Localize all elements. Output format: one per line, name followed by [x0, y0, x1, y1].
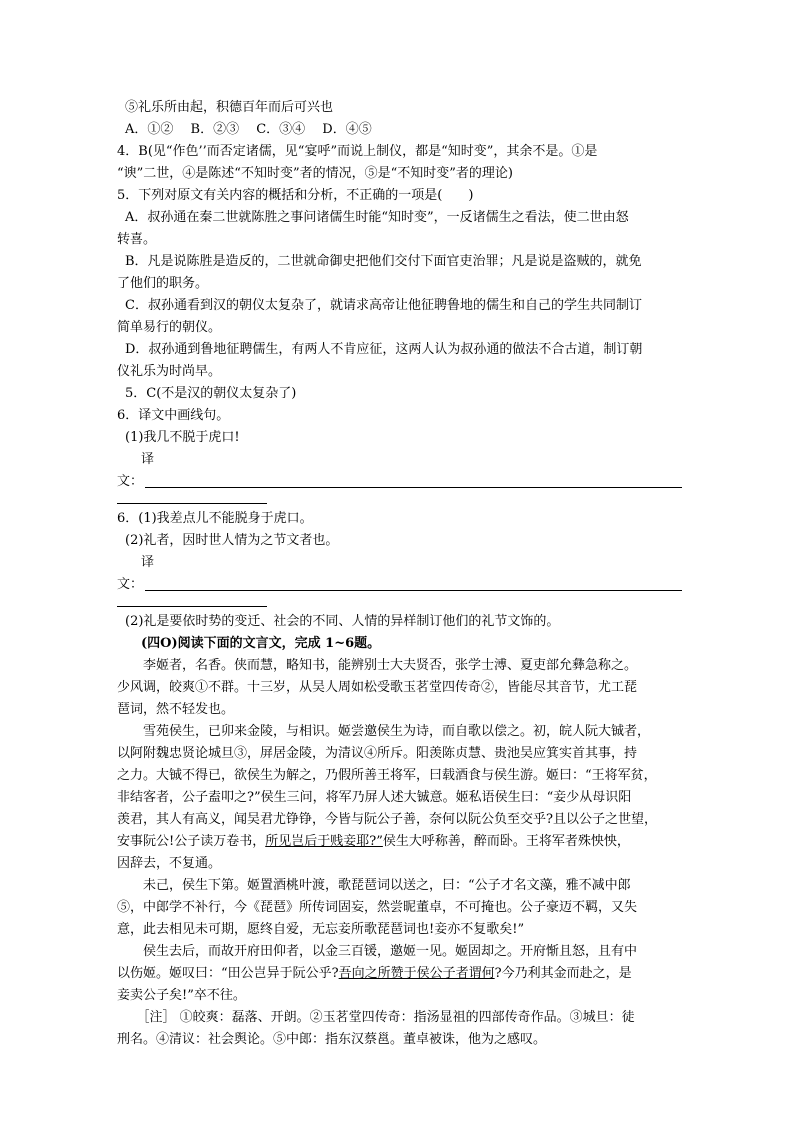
passage-p2-line6 [117, 831, 682, 853]
q6-answer-2: (2)礼是要依时势的变迁、社会的不同、人情的异样制订他们的礼节文饰的。 [125, 614, 560, 629]
translation-label-yi-2: 译 [141, 555, 155, 570]
q6-sentence-1: (1)我几不脱于虎口! [125, 430, 240, 445]
option-d-line1: D．叔孙通到鲁地征聘儒生，有两人不肯应征，这两人认为叔孙通的做法不合古道，制订朝 [125, 342, 643, 357]
passage-p3-line3: 意，此去相见未可期，愿终自爱，无忘妾所歌琵琶词也!妾亦不复歌矣!” [117, 922, 525, 937]
option-c-line1: C．叔孙通看到汉的朝仪太复杂了，就请求高帝让他征聘鲁地的儒生和自己的学生共同制订 [125, 298, 642, 313]
text-segment: 以伤姬。姬叹曰：“田公岂异于阮公乎? [117, 966, 339, 981]
translation-label-wen: 文： [117, 474, 144, 489]
question-6: 6．译文中画线句。 [117, 408, 230, 423]
passage-p3-line2: ⑤，中郎学不补行，今《琵琶》所传词固妄，然尝昵董卓，不可掩也。公子豪迈不羁，又失 [117, 900, 638, 915]
option-d-line2: 仪礼乐为时尚早。 [117, 364, 222, 379]
option-b-line2: 了他们的职务。 [117, 276, 209, 291]
passage-p2-line5: 羡君，其人有高义，闻吴君尤铮铮，今皆与阮公子善，奈何以阮公负至交乎?且以公子之世望， [117, 812, 657, 827]
answer-underline-short [117, 493, 267, 504]
q6-sentence-2: (2)礼者，因时世人情为之节文者也。 [125, 533, 339, 548]
answer-underline-2 [145, 590, 682, 591]
passage-p1-line3: 琶词，然不轻发也。 [117, 702, 235, 717]
translation-label-wen-2: 文： [117, 577, 144, 592]
answer-underline [145, 487, 682, 488]
passage-p2-line7: 因辞去，不复通。 [117, 856, 222, 871]
passage-p2-line1: 雪苑侯生，已卯来金陵，与相识。姬尝邀侯生为诗，而自歌以偿之。初，皖人阮大铖者， [143, 724, 651, 739]
option-a-line2: 转喜。 [117, 232, 157, 247]
text-segment: 安事阮公!公子读万卷书， [117, 834, 266, 849]
option-c-line2: 简单易行的朝仪。 [117, 320, 222, 335]
footnote-line1: ［注］ ①皎爽：磊落、开朗。②玉茗堂四传奇：指汤显祖的四部传奇作品。③城旦：徒 [136, 1010, 635, 1025]
q4-answer-line2: “谀”二世，④是陈述“不知时变”者的情况，⑤是“不知时变”者的理论) [117, 166, 513, 181]
q4-answer-line1: 4．B(见“作色’’而否定诸儒，见“宴呼”而说上制仪，都是“知时变”，其余不是。①是 [117, 144, 598, 159]
section-heading: (四O)阅读下面的文言文，完成 1~6题。 [141, 636, 381, 651]
passage-p4-line3: 妾卖公子矣!”卒不往。 [117, 988, 246, 1003]
passage-p2-line2: 以阿附魏忠贤论城旦③，屏居金陵，为清议④所斥。阳羡陈贞慧、贵池吴应箕实首其事，持 [117, 746, 638, 761]
passage-p4-line1: 侯生去后，而故开府田仰者，以金三百锾，邀姬一见。姬固却之。开府惭且怒，且有中 [143, 944, 638, 959]
footnote-line2: 刑名。④清议：社会舆论。⑤中郎：指东汉蔡邕。董卓被诛，他为之感叹。 [117, 1032, 547, 1047]
underlined-sentence: 所见岂后于贱妾耶?” [265, 834, 383, 849]
text-segment: 侯生大呼称善，醉而卧。王将军者殊怏怏， [382, 834, 630, 849]
passage-p1-line1: 李姬者，名香。侠而慧，略知书，能辨别士大夫贤否，张学士溥、夏吏部允彝急称之。 [143, 658, 638, 673]
text-segment: ?今乃利其金而赴之，是 [494, 966, 632, 981]
translation-answer-line-2[interactable] [117, 574, 682, 596]
underlined-sentence: 吾向之所赞于侯公子者谓何 [338, 966, 495, 981]
passage-p2-line3: 之力。大铖不得已，欲侯生为解之，乃假所善王将军，曰载酒食与侯生游。姬曰：“王将军贫， [117, 768, 657, 783]
document-body [117, 97, 682, 1051]
answer-options: A．①② B．②③ C．③④ D．④⑤ [125, 122, 372, 137]
option-a-line1: A．叔孙通在秦二世就陈胜之事问诸儒生时能“知时变”，一反诸儒生之看法，使二世由怒 [125, 210, 629, 225]
option-b-line1: B．凡是说陈胜是造反的，二世就命御史把他们交付下面官吏治罪；凡是说是盗贼的，就免 [125, 254, 642, 269]
passage-p4-line2 [117, 963, 682, 985]
answer-underline-short-2 [117, 596, 267, 607]
passage-p2-line4: 非结客者，公子盍叩之?”侯生三问，将军乃屏人述大铖意。姬私语侯生曰：“妾少从母识阳 [117, 790, 632, 805]
q5-answer: 5．C(不是汉的朝仪太复杂了) [125, 386, 297, 401]
translation-label-yi: 译 [141, 452, 155, 467]
q6-answer-1: 6．(1)我差点儿不能脱身于虎口。 [117, 511, 313, 526]
passage-p1-line2: 少风调，皎爽①不群。十三岁，从吴人周如松受歌玉茗堂四传奇②，皆能尽其音节，尤工琵 [117, 680, 638, 695]
translation-answer-line-1[interactable] [117, 471, 682, 493]
text-line: ⑤礼乐所由起，积德百年而后可兴也 [125, 100, 334, 115]
passage-p3-line1: 未己，侯生下第。姬置酒桃叶渡，歌琵琶词以送之，曰：“公子才名文藻，雅不减中郎 [143, 878, 631, 893]
question-5: 5．下列对原文有关内容的概括和分析，不正确的一项是( ) [117, 188, 474, 203]
